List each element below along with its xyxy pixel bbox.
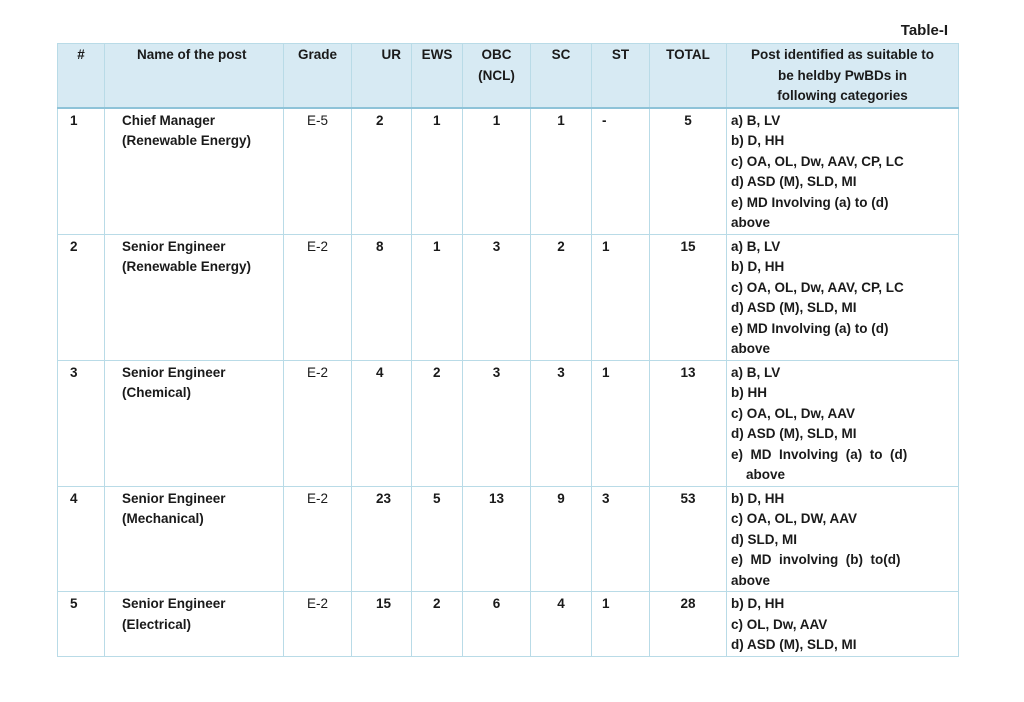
sc-cell: 4 [531,592,592,657]
grade-cell: E-2 [284,592,352,657]
post-name-line: Chief Manager [122,112,216,128]
pwbd-categories [727,486,959,592]
table-row [58,486,959,592]
total-cell: 53 [650,486,727,592]
header-row [58,44,959,108]
posts-table [57,43,959,657]
st-cell: - [592,108,650,235]
post-name-line: Senior Engineer [122,490,226,506]
pwbd-categories [727,360,959,486]
post-name-line: Senior Engineer [122,596,226,611]
ews-cell: 1 [412,108,463,235]
category-line: c) OA, OL, Dw, AAV, CP, LC [731,153,904,169]
category-line: b) D, HH [731,490,785,506]
ews-cell: 1 [412,234,463,360]
post-name-line: (Renewable Energy) [122,133,252,148]
obc-cell: 6 [463,592,531,657]
category-line: above [731,215,771,230]
post-name-line: Senior Engineer [122,238,226,254]
header-categories-line: Post identified as suitable to [750,47,935,62]
category-line: e) MD Involving (a) to (d) [731,194,889,210]
category-line: c) OA, OL, DW, AAV [731,511,858,526]
post-name [105,108,284,235]
header-grade: Grade [284,44,352,108]
row-number: 5 [58,592,105,657]
category-line: b) D, HH [731,259,785,274]
category-line: d) ASD (M), SLD, MI [731,637,857,652]
ur-cell: 8 [352,234,412,360]
category-line: a) B, LV [731,364,781,380]
ur-cell: 23 [352,486,412,592]
category-line: e) MD Involving (a) to (d) [731,320,889,336]
category-line: d) ASD (M), SLD, MI [731,174,857,189]
category-line: c) OA, OL, Dw, AAV [731,405,856,421]
header-obc-line: OBC [481,47,512,62]
post-name-line: Senior Engineer [122,364,226,380]
post-name [105,360,284,486]
ews-cell: 2 [412,592,463,657]
ur-cell: 15 [352,592,412,657]
header-categories-line: be heldby PwBDs in [777,67,908,83]
post-name-line: (Electrical) [122,616,192,632]
row-number: 1 [58,108,105,235]
header-total: TOTAL [650,44,727,108]
table-row [58,234,959,360]
table-row [58,592,959,657]
header-obc-line: (NCL) [478,67,515,83]
obc-cell: 13 [463,486,531,592]
post-name-line: (Renewable Energy) [122,259,252,274]
sc-cell: 1 [531,108,592,235]
header-categories [727,44,959,108]
obc-cell: 3 [463,234,531,360]
category-line: above [731,467,786,482]
sc-cell: 2 [531,234,592,360]
post-name [105,234,284,360]
total-cell: 28 [650,592,727,657]
header-sc: SC [531,44,592,108]
st-cell: 1 [592,360,650,486]
header-num: # [58,44,105,108]
category-line: c) OL, Dw, AAV [731,616,828,632]
category-line: e) MD involving (b) to(d) [731,552,901,567]
table-body [58,108,959,657]
category-line: b) D, HH [731,133,785,148]
ews-cell: 2 [412,360,463,486]
header-obc [463,44,531,108]
obc-cell: 1 [463,108,531,235]
category-line: c) OA, OL, Dw, AAV, CP, LC [731,279,904,295]
category-line: b) D, HH [731,596,785,611]
st-cell: 1 [592,234,650,360]
pwbd-categories [727,108,959,235]
row-number: 3 [58,360,105,486]
post-name-line: (Mechanical) [122,511,204,526]
pwbd-categories [727,234,959,360]
post-name-line: (Chemical) [122,385,192,400]
st-cell: 3 [592,486,650,592]
ews-cell: 5 [412,486,463,592]
grade-cell: E-2 [284,234,352,360]
category-line: b) HH [731,385,767,400]
total-cell: 5 [650,108,727,235]
category-line: e) MD Involving (a) to (d) [731,446,908,462]
category-line: a) B, LV [731,238,781,254]
sc-cell: 3 [531,360,592,486]
header-name: Name of the post [105,44,284,108]
row-number: 4 [58,486,105,592]
grade-cell: E-5 [284,108,352,235]
category-line: d) SLD, MI [731,531,797,547]
header-ur: UR [352,44,412,108]
category-line: above [731,572,771,588]
category-line: above [731,341,771,356]
post-name [105,592,284,657]
st-cell: 1 [592,592,650,657]
pwbd-categories [727,592,959,657]
header-categories-line: following categories [777,88,908,103]
total-cell: 15 [650,234,727,360]
ur-cell: 4 [352,360,412,486]
header-st: ST [592,44,650,108]
header-ews: EWS [412,44,463,108]
obc-cell: 3 [463,360,531,486]
category-line: a) B, LV [731,112,781,128]
grade-cell: E-2 [284,360,352,486]
table-row [58,360,959,486]
category-line: d) ASD (M), SLD, MI [731,300,857,315]
ur-cell: 2 [352,108,412,235]
sc-cell: 9 [531,486,592,592]
total-cell: 13 [650,360,727,486]
post-name [105,486,284,592]
grade-cell: E-2 [284,486,352,592]
table-row [58,108,959,235]
table-label: Table-I [900,22,948,39]
category-line: d) ASD (M), SLD, MI [731,426,857,441]
row-number: 2 [58,234,105,360]
